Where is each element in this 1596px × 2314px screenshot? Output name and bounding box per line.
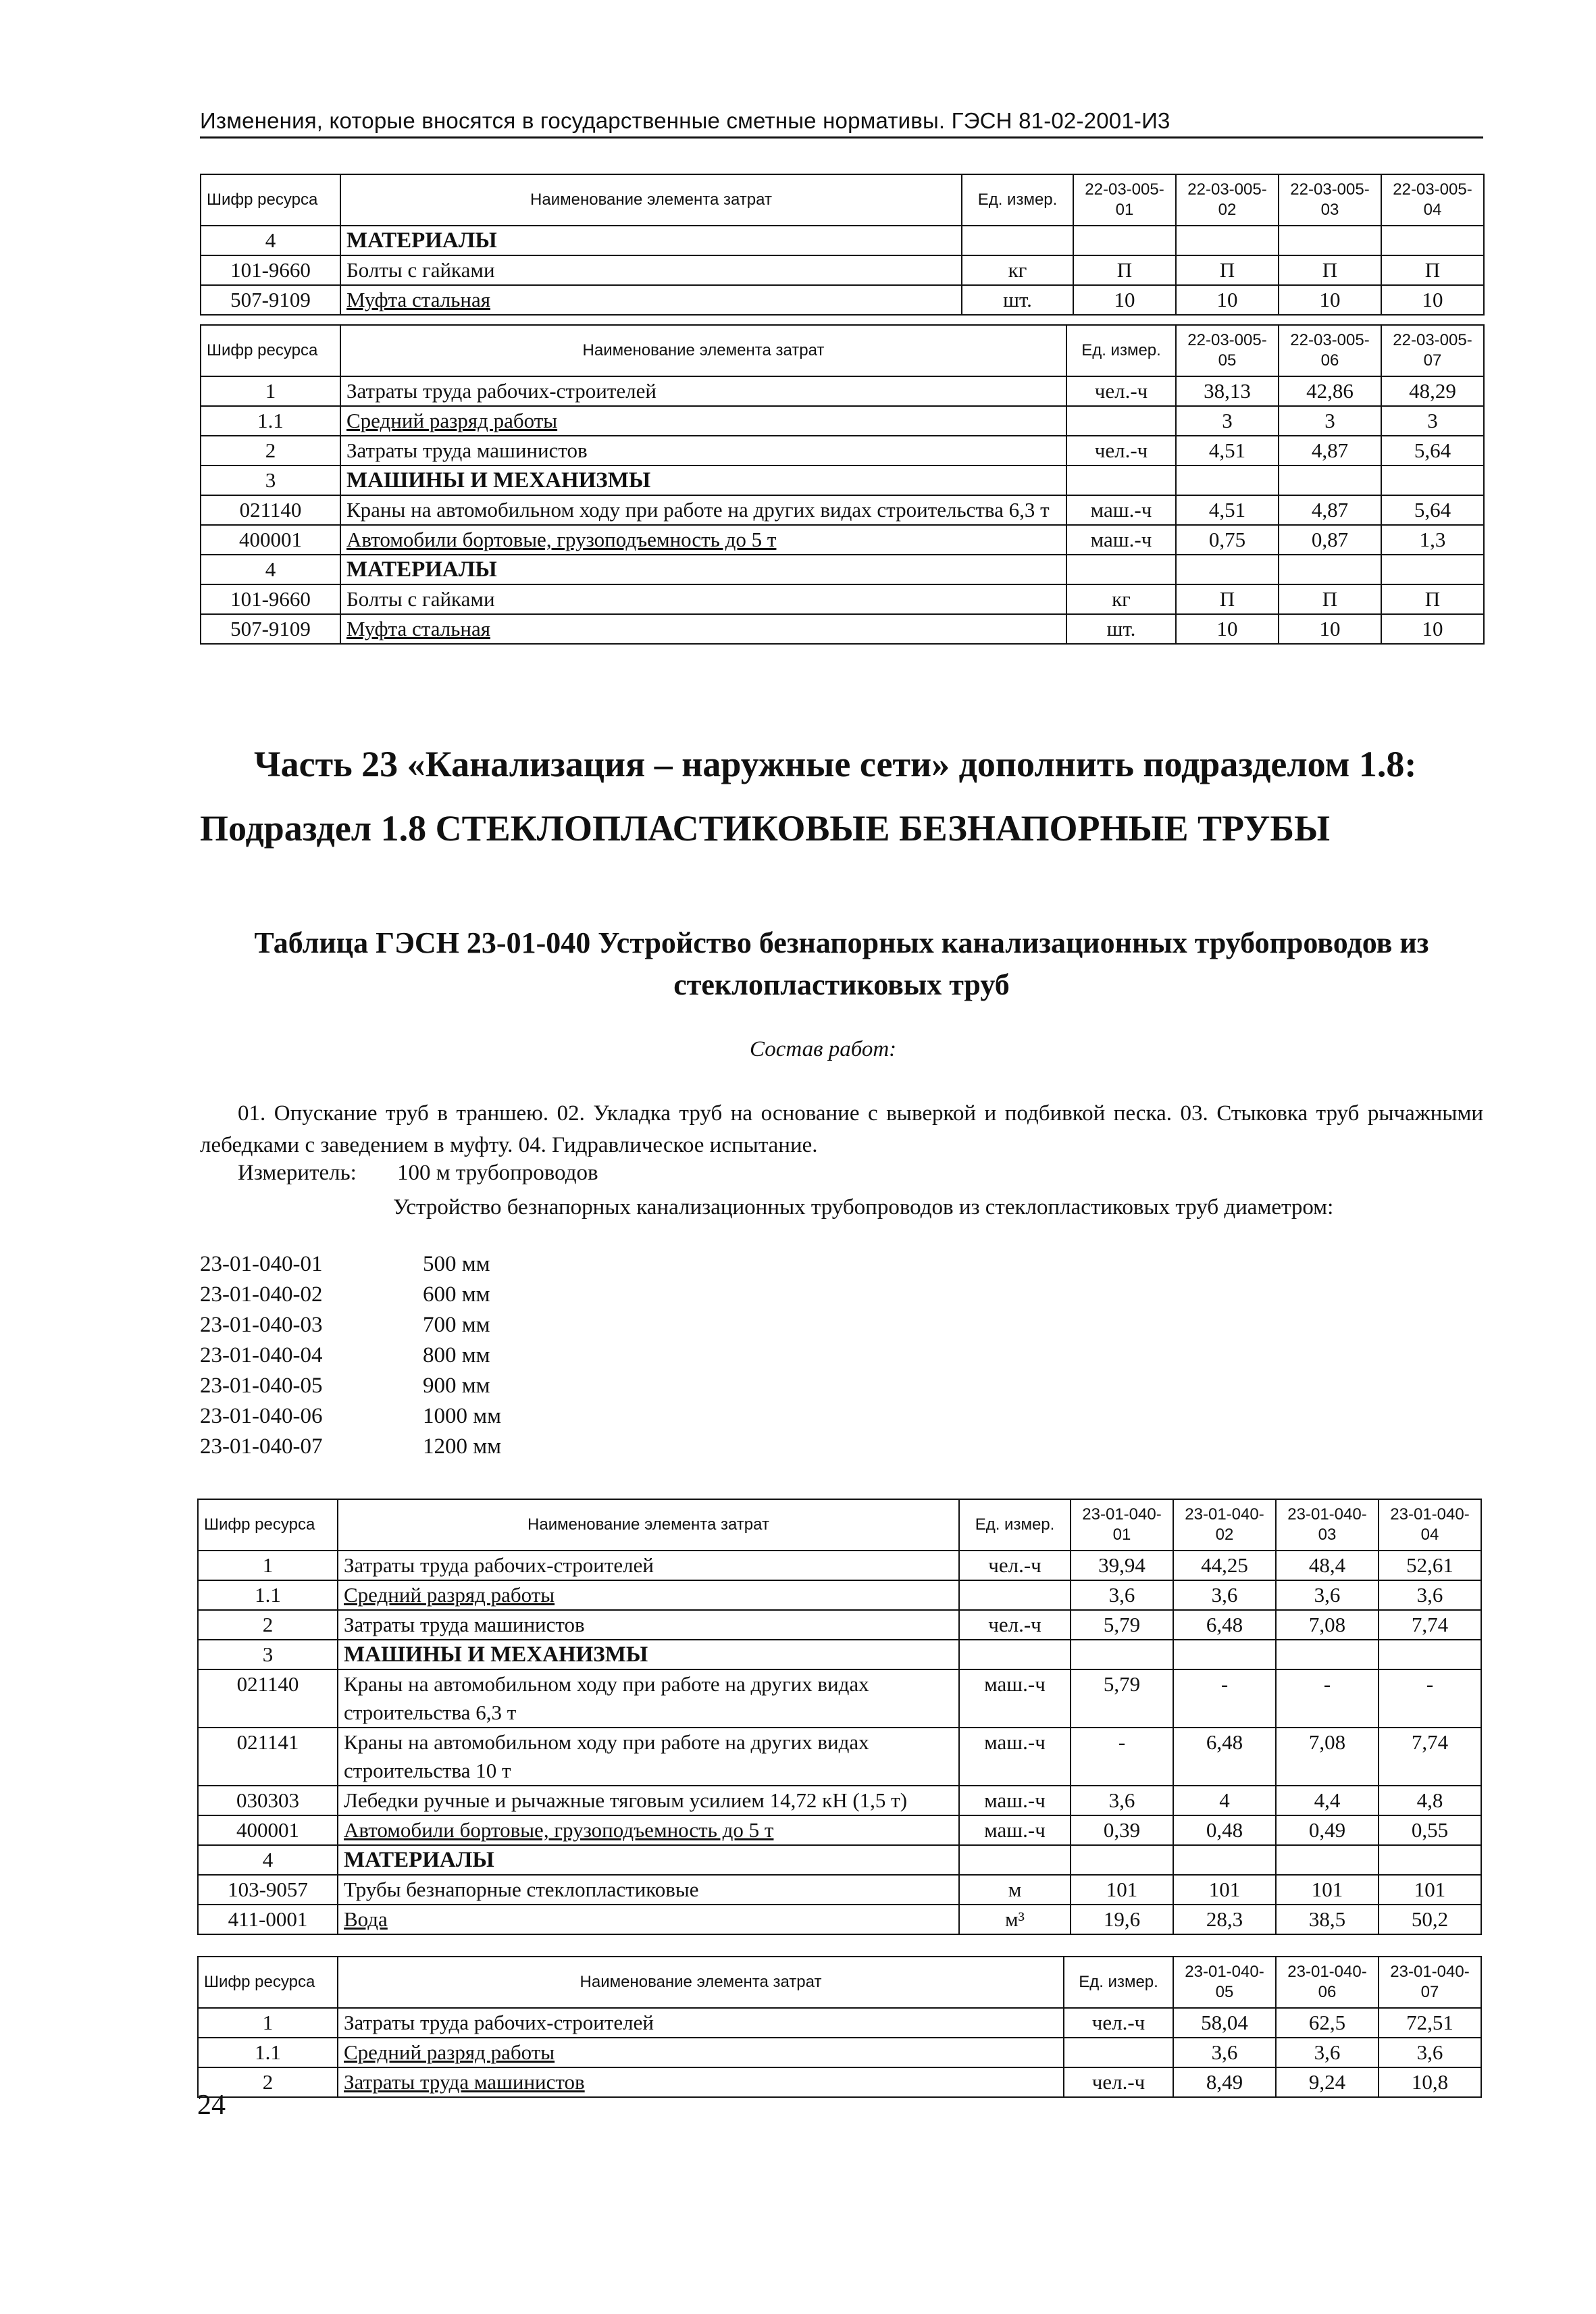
norm-value: 700 мм <box>423 1313 490 1337</box>
running-header: Изменения, которые вносятся в государственные сметные нормативы. ГЭСН 81-02-2001-И3 <box>200 108 1483 139</box>
value-cell: 3,6 <box>1379 2038 1481 2067</box>
value-cell: П <box>1176 255 1279 285</box>
value-cell: П <box>1279 584 1381 614</box>
value-cell: 0,48 <box>1173 1815 1276 1845</box>
table-row <box>198 1551 1481 1580</box>
resource-code: 030303 <box>198 1786 338 1815</box>
resource-code: 1 <box>201 376 340 406</box>
norm-code: 23-01-040-01 <box>200 1252 323 1276</box>
value-cell <box>1381 226 1484 255</box>
unit-cell <box>959 1845 1071 1875</box>
col-header-name: Наименование элемента затрат <box>340 325 1066 376</box>
col-header-norm: 22-03-005-04 <box>1381 174 1484 226</box>
cost-name: Средний разряд работы <box>340 406 1066 436</box>
value-cell <box>1276 1845 1379 1875</box>
value-cell <box>1176 555 1279 584</box>
table-row <box>201 555 1484 584</box>
norm-value: 800 мм <box>423 1343 490 1367</box>
value-cell: 5,79 <box>1071 1610 1173 1640</box>
resource-code: 101-9660 <box>201 584 340 614</box>
value-cell: - <box>1071 1728 1173 1786</box>
col-header-code: Шифр ресурса <box>201 325 340 376</box>
value-cell: П <box>1279 255 1381 285</box>
value-cell: 58,04 <box>1173 2008 1276 2038</box>
col-header-norm: 23-01-040-03 <box>1276 1499 1379 1551</box>
norm-value: 1200 мм <box>423 1434 502 1459</box>
col-header-code: Шифр ресурса <box>198 1499 338 1551</box>
resource-code: 021140 <box>201 495 340 525</box>
table-row <box>201 495 1484 525</box>
col-header-name: Наименование элемента затрат <box>338 1957 1064 2008</box>
resource-code: 411-0001 <box>198 1905 338 1934</box>
table-row <box>198 1728 1481 1786</box>
col-header-norm: 22-03-005-02 <box>1176 174 1279 226</box>
value-cell: 0,39 <box>1071 1815 1173 1845</box>
unit-cell <box>959 1640 1071 1669</box>
value-cell: 39,94 <box>1071 1551 1173 1580</box>
value-cell: П <box>1381 584 1484 614</box>
table-title: Таблица ГЭСН 23-01-040 Устройство безнапорных канализационных трубопроводов из стеклопластиковых труб <box>254 926 1429 1001</box>
value-cell: 6,48 <box>1173 1728 1276 1786</box>
table-row <box>198 1669 1481 1728</box>
col-header-unit: Ед. измер. <box>1066 325 1176 376</box>
unit-cell <box>1066 406 1176 436</box>
value-cell: 10 <box>1176 285 1279 315</box>
cost-name: Средний разряд работы <box>338 1580 959 1610</box>
unit-cell <box>959 1580 1071 1610</box>
page-number: 24 <box>197 2090 226 2121</box>
cost-table-2 <box>200 324 1485 645</box>
cost-name: Болты с гайками <box>340 584 1066 614</box>
value-cell: 10,8 <box>1379 2067 1481 2097</box>
unit-cell: кг <box>962 255 1073 285</box>
value-cell: 4,4 <box>1276 1786 1379 1815</box>
cost-name: Вода <box>338 1905 959 1934</box>
unit-cell: чел.-ч <box>1066 436 1176 466</box>
cost-name: Средний разряд работы <box>338 2038 1064 2067</box>
cost-name: Трубы безнапорные стеклопластиковые <box>338 1875 959 1905</box>
col-header-norm: 23-01-040-05 <box>1173 1957 1276 2008</box>
value-cell: 38,13 <box>1176 376 1279 406</box>
cost-name: Болты с гайками <box>340 255 962 285</box>
value-cell <box>1279 555 1381 584</box>
value-cell: 7,74 <box>1379 1610 1481 1640</box>
value-cell: 3,6 <box>1379 1580 1481 1610</box>
cost-name: МАШИНЫ И МЕХАНИЗМЫ <box>340 466 1066 495</box>
value-cell: 48,29 <box>1381 376 1484 406</box>
value-cell <box>1381 466 1484 495</box>
value-cell <box>1381 555 1484 584</box>
value-cell: - <box>1276 1669 1379 1728</box>
cost-name: Автомобили бортовые, грузоподъемность до 5 т <box>338 1815 959 1845</box>
col-header-norm: 22-03-005-06 <box>1279 325 1381 376</box>
value-cell: 3,6 <box>1173 2038 1276 2067</box>
value-cell: 1,3 <box>1381 525 1484 555</box>
resource-code: 4 <box>201 226 340 255</box>
value-cell: 7,08 <box>1276 1728 1379 1786</box>
unit-cell: кг <box>1066 584 1176 614</box>
resource-code: 1.1 <box>201 406 340 436</box>
col-header-code: Шифр ресурса <box>201 174 340 226</box>
cost-table-1 <box>200 174 1485 316</box>
value-cell: 10 <box>1279 285 1381 315</box>
col-header-unit: Ед. измер. <box>959 1499 1071 1551</box>
cost-name: Затраты труда машинистов <box>338 1610 959 1640</box>
value-cell: 6,48 <box>1173 1610 1276 1640</box>
value-cell: П <box>1381 255 1484 285</box>
value-cell: - <box>1173 1669 1276 1728</box>
cost-name: Затраты труда машинистов <box>340 436 1066 466</box>
value-cell: 4,87 <box>1279 436 1381 466</box>
table-row <box>201 466 1484 495</box>
value-cell: 7,74 <box>1379 1728 1481 1786</box>
col-header-norm: 23-01-040-04 <box>1379 1499 1481 1551</box>
table-row <box>198 1786 1481 1815</box>
value-cell: 0,55 <box>1379 1815 1481 1845</box>
work-composition-text: 01. Опускание труб в траншею. 02. Укладка труб на основание с выверкой и подбивкой песка. 03. Стыковка труб рычажными лебедками с заведением в муфту. 04. Гидравлическое испытание. <box>200 1101 1483 1157</box>
value-cell: 101 <box>1379 1875 1481 1905</box>
cost-name: Затраты труда рабочих-строителей <box>340 376 1066 406</box>
resource-code: 507-9109 <box>201 285 340 315</box>
norm-value: 500 мм <box>423 1252 490 1276</box>
resource-code: 400001 <box>201 525 340 555</box>
value-cell: 4 <box>1173 1786 1276 1815</box>
resource-code: 1.1 <box>198 1580 338 1610</box>
value-cell <box>1379 1845 1481 1875</box>
col-header-norm: 23-01-040-06 <box>1276 1957 1379 2008</box>
table-row <box>201 406 1484 436</box>
cost-name: Муфта стальная <box>340 285 962 315</box>
unit-cell: маш.-ч <box>959 1669 1071 1728</box>
cost-name: Краны на автомобильном ходу при работе на других видах строительства 6,3 т <box>338 1669 959 1728</box>
cost-name: Лебедки ручные и рычажные тяговым усилием 14,72 кН (1,5 т) <box>338 1786 959 1815</box>
value-cell <box>1173 1640 1276 1669</box>
resource-code: 101-9660 <box>201 255 340 285</box>
value-cell: 5,64 <box>1381 436 1484 466</box>
value-cell: 0,75 <box>1176 525 1279 555</box>
measure-value: 100 м трубопроводов <box>397 1161 598 1185</box>
resource-code: 1 <box>198 2008 338 2038</box>
unit-cell: маш.-ч <box>1066 525 1176 555</box>
value-cell: 3,6 <box>1276 2038 1379 2067</box>
value-cell: 0,49 <box>1276 1815 1379 1845</box>
resource-code: 1.1 <box>198 2038 338 2067</box>
unit-cell: чел.-ч <box>1066 376 1176 406</box>
col-header-norm: 22-03-005-03 <box>1279 174 1381 226</box>
value-cell <box>1173 1845 1276 1875</box>
resource-code: 1 <box>198 1551 338 1580</box>
col-header-norm: 23-01-040-01 <box>1071 1499 1173 1551</box>
resource-code: 2 <box>198 2067 338 2097</box>
value-cell <box>1071 1640 1173 1669</box>
cost-name: МАТЕРИАЛЫ <box>340 226 962 255</box>
value-cell: 28,3 <box>1173 1905 1276 1934</box>
cost-table-4 <box>197 1956 1482 2098</box>
norm-code: 23-01-040-06 <box>200 1404 323 1428</box>
col-header-norm: 22-03-005-05 <box>1176 325 1279 376</box>
col-header-norm: 23-01-040-02 <box>1173 1499 1276 1551</box>
col-header-code: Шифр ресурса <box>198 1957 338 2008</box>
value-cell <box>1071 1845 1173 1875</box>
table-row <box>198 2008 1481 2038</box>
value-cell: 3 <box>1279 406 1381 436</box>
device-text: Устройство безнапорных канализационных трубопроводов из стеклопластиковых труб диаметром: <box>393 1195 1334 1219</box>
value-cell <box>1279 226 1381 255</box>
col-header-unit: Ед. измер. <box>1064 1957 1173 2008</box>
value-cell: 19,6 <box>1071 1905 1173 1934</box>
value-cell <box>1176 226 1279 255</box>
value-cell <box>1276 1640 1379 1669</box>
table-row <box>201 376 1484 406</box>
unit-cell: чел.-ч <box>959 1610 1071 1640</box>
col-header-unit: Ед. измер. <box>962 174 1073 226</box>
unit-cell <box>1064 2038 1173 2067</box>
resource-code: 2 <box>198 1610 338 1640</box>
norm-code: 23-01-040-07 <box>200 1434 323 1459</box>
value-cell <box>1073 226 1176 255</box>
value-cell: 52,61 <box>1379 1551 1481 1580</box>
table-row <box>198 2067 1481 2097</box>
resource-code: 2 <box>201 436 340 466</box>
table-row <box>201 436 1484 466</box>
unit-cell: маш.-ч <box>959 1815 1071 1845</box>
value-cell: 72,51 <box>1379 2008 1481 2038</box>
table-row <box>198 1905 1481 1934</box>
value-cell: - <box>1379 1669 1481 1728</box>
unit-cell: шт. <box>1066 614 1176 644</box>
unit-cell: маш.-ч <box>959 1786 1071 1815</box>
table-row <box>201 226 1484 255</box>
unit-cell <box>1066 555 1176 584</box>
value-cell: 9,24 <box>1276 2067 1379 2097</box>
value-cell: 7,08 <box>1276 1610 1379 1640</box>
value-cell: 4,51 <box>1176 495 1279 525</box>
work-composition-label: Состав работ: <box>750 1037 897 1061</box>
table-row <box>198 1845 1481 1875</box>
unit-cell: маш.-ч <box>959 1728 1071 1786</box>
value-cell: 4,87 <box>1279 495 1381 525</box>
norm-code: 23-01-040-02 <box>200 1282 323 1307</box>
col-header-norm: 22-03-005-01 <box>1073 174 1176 226</box>
unit-cell: чел.-ч <box>1064 2008 1173 2038</box>
cost-name: МАТЕРИАЛЫ <box>340 555 1066 584</box>
col-header-norm: 22-03-005-07 <box>1381 325 1484 376</box>
value-cell: 0,87 <box>1279 525 1381 555</box>
resource-code: 103-9057 <box>198 1875 338 1905</box>
table-row <box>201 614 1484 644</box>
value-cell: 10 <box>1073 285 1176 315</box>
value-cell: 10 <box>1381 614 1484 644</box>
norm-code: 23-01-040-03 <box>200 1313 323 1337</box>
table-row <box>198 1610 1481 1640</box>
value-cell: 10 <box>1279 614 1381 644</box>
cost-name: МАТЕРИАЛЫ <box>338 1845 959 1875</box>
value-cell: 10 <box>1381 285 1484 315</box>
subsection-title: Подраздел 1.8 СТЕКЛОПЛАСТИКОВЫЕ БЕЗНАПОРНЫЕ ТРУБЫ <box>200 808 1331 849</box>
value-cell: 4,8 <box>1379 1786 1481 1815</box>
unit-cell <box>962 226 1073 255</box>
cost-name: Автомобили бортовые, грузоподъемность до 5 т <box>340 525 1066 555</box>
table-row <box>201 285 1484 315</box>
value-cell: 38,5 <box>1276 1905 1379 1934</box>
unit-cell <box>1066 466 1176 495</box>
table-row <box>201 255 1484 285</box>
resource-code: 3 <box>201 466 340 495</box>
table-row <box>198 2038 1481 2067</box>
unit-cell: м <box>959 1875 1071 1905</box>
norm-value: 600 мм <box>423 1282 490 1307</box>
col-header-norm: 23-01-040-07 <box>1379 1957 1481 2008</box>
value-cell: 4,51 <box>1176 436 1279 466</box>
value-cell: 3,6 <box>1071 1786 1173 1815</box>
cost-name: Краны на автомобильном ходу при работе на других видах строительства 6,3 т <box>340 495 1066 525</box>
resource-code: 4 <box>198 1845 338 1875</box>
cost-name: Краны на автомобильном ходу при работе на других видах строительства 10 т <box>338 1728 959 1786</box>
resource-code: 4 <box>201 555 340 584</box>
col-header-name: Наименование элемента затрат <box>340 174 962 226</box>
measure-label: Измеритель: <box>238 1161 357 1185</box>
value-cell: 3 <box>1176 406 1279 436</box>
value-cell: 50,2 <box>1379 1905 1481 1934</box>
norm-value: 900 мм <box>423 1374 490 1398</box>
value-cell <box>1176 466 1279 495</box>
value-cell: 101 <box>1173 1875 1276 1905</box>
value-cell: 3,6 <box>1071 1580 1173 1610</box>
value-cell: 44,25 <box>1173 1551 1276 1580</box>
cost-name: МАШИНЫ И МЕХАНИЗМЫ <box>338 1640 959 1669</box>
value-cell: 48,4 <box>1276 1551 1379 1580</box>
table-row <box>198 1815 1481 1845</box>
value-cell: 101 <box>1276 1875 1379 1905</box>
unit-cell: шт. <box>962 285 1073 315</box>
value-cell: 3,6 <box>1173 1580 1276 1610</box>
cost-name: Затраты труда рабочих-строителей <box>338 2008 1064 2038</box>
value-cell: 101 <box>1071 1875 1173 1905</box>
resource-code: 3 <box>198 1640 338 1669</box>
value-cell: 8,49 <box>1173 2067 1276 2097</box>
resource-code: 021141 <box>198 1728 338 1786</box>
unit-cell: чел.-ч <box>959 1551 1071 1580</box>
part-title: Часть 23 «Канализация – наружные сети» дополнить подразделом 1.8: <box>254 744 1417 784</box>
resource-code: 021140 <box>198 1669 338 1728</box>
value-cell: 10 <box>1176 614 1279 644</box>
value-cell <box>1379 1640 1481 1669</box>
table-row <box>198 1580 1481 1610</box>
resource-code: 507-9109 <box>201 614 340 644</box>
value-cell: П <box>1073 255 1176 285</box>
cost-name: Муфта стальная <box>340 614 1066 644</box>
value-cell: 5,64 <box>1381 495 1484 525</box>
value-cell: 42,86 <box>1279 376 1381 406</box>
value-cell <box>1279 466 1381 495</box>
table-row <box>201 584 1484 614</box>
table-row <box>198 1640 1481 1669</box>
value-cell: 5,79 <box>1071 1669 1173 1728</box>
value-cell: 62,5 <box>1276 2008 1379 2038</box>
value-cell: П <box>1176 584 1279 614</box>
cost-name: Затраты труда рабочих-строителей <box>338 1551 959 1580</box>
norm-code: 23-01-040-04 <box>200 1343 323 1367</box>
unit-cell: м³ <box>959 1905 1071 1934</box>
cost-name: Затраты труда машинистов <box>338 2067 1064 2097</box>
norm-value: 1000 мм <box>423 1404 502 1428</box>
resource-code: 400001 <box>198 1815 338 1845</box>
value-cell: 3,6 <box>1276 1580 1379 1610</box>
unit-cell: чел.-ч <box>1064 2067 1173 2097</box>
table-row <box>201 525 1484 555</box>
table-row <box>198 1875 1481 1905</box>
value-cell: 3 <box>1381 406 1484 436</box>
unit-cell: маш.-ч <box>1066 495 1176 525</box>
cost-table-3 <box>197 1499 1482 1935</box>
col-header-name: Наименование элемента затрат <box>338 1499 959 1551</box>
norm-code: 23-01-040-05 <box>200 1374 323 1398</box>
